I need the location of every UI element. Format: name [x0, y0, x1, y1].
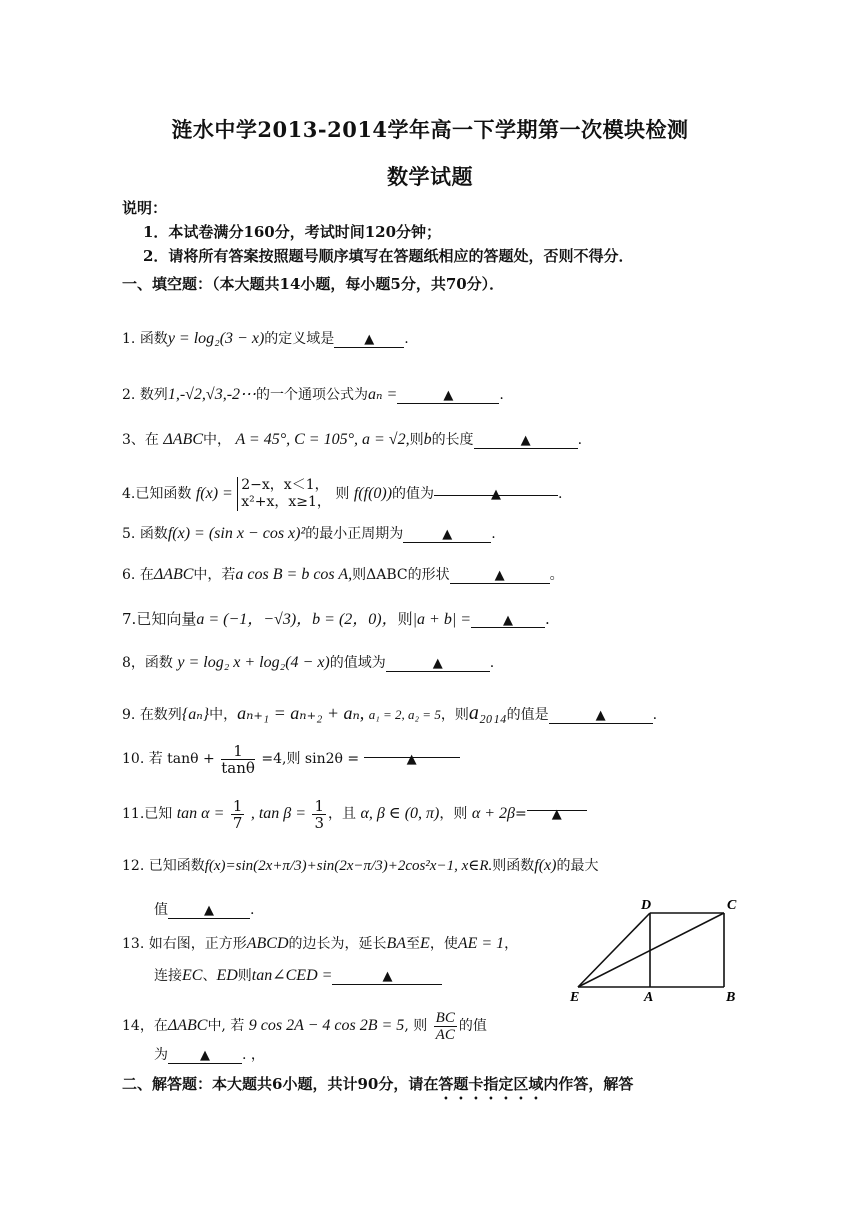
math-expression: a cos B = b cos A,	[235, 566, 353, 583]
question-number: 13.	[122, 936, 145, 952]
triangle-mark: ▲	[204, 903, 214, 918]
question-text: 则	[335, 486, 350, 502]
math-expression: 9 cos 2A − 4 cos 2B = 5	[248, 1017, 405, 1034]
question-text: ，则	[440, 707, 469, 723]
question-text: 至	[406, 936, 421, 952]
question-number: 9.	[122, 707, 136, 723]
math-expression: tanθ +	[167, 751, 215, 767]
question-text: 的定义域是	[264, 331, 335, 347]
question-text: 中，若	[193, 567, 236, 583]
question-text: 的最大	[556, 858, 599, 874]
question-text: 的值	[458, 1018, 487, 1034]
section2-heading	[122, 1074, 633, 1103]
punctuation: .	[489, 655, 495, 671]
question-text: ，且	[328, 806, 357, 822]
question-text: 的值是	[506, 707, 549, 723]
answer-blank	[527, 792, 587, 822]
math-expression: =4,	[261, 751, 287, 767]
answer-blank	[332, 966, 442, 985]
triangle-mark: ▲	[200, 1048, 210, 1063]
question-number: 5.	[122, 526, 136, 542]
instructions-label: 说明：	[122, 199, 168, 217]
instruction-item: 1．本试卷满分160分，考试时间120分钟；	[143, 223, 442, 241]
triangle-mark: ▲	[364, 332, 375, 347]
question-text: 的一个通项公式为	[256, 387, 369, 403]
question-number: 1.	[122, 331, 136, 347]
question-text: 在	[153, 1018, 168, 1034]
question-12-cont	[154, 900, 254, 920]
math-expression: f(x)	[534, 857, 557, 874]
question-7	[122, 609, 550, 630]
fraction-denominator: tanθ	[221, 758, 255, 777]
question-5	[122, 524, 496, 544]
question-text: 已知函数	[148, 858, 205, 874]
question-text: 则	[397, 610, 413, 628]
question-9	[122, 703, 657, 725]
question-text: 则ΔABC的形状	[352, 567, 450, 583]
punctuation: . ，	[242, 1047, 265, 1063]
segment-ec	[578, 913, 724, 987]
question-number: 8，	[122, 655, 145, 671]
question-text: 则函数	[492, 858, 535, 874]
punctuation: .	[558, 486, 563, 502]
question-text: 在	[139, 567, 154, 583]
triangle-mark: ▲	[503, 613, 514, 628]
section2-heading-text: 二、解答题：本大题共6小题，共计90分，请在	[122, 1075, 439, 1093]
question-text: 若	[148, 751, 163, 767]
question-10	[122, 739, 460, 779]
answer-blank	[434, 477, 558, 502]
question-11	[122, 792, 587, 836]
question-text: 值	[154, 902, 168, 918]
math-expression: α + 2β	[471, 805, 515, 822]
math-expression: f(f(0))	[353, 485, 393, 502]
question-text: 已知向量	[136, 610, 197, 628]
math-expression: aₙ₊₁ = aₙ₊₂ + aₙ,	[237, 703, 365, 723]
page-title: 涟水中学2013-2014学年高一下学期第一次模块检测	[171, 117, 689, 142]
answer-blank	[364, 739, 460, 767]
question-text: 则	[286, 751, 301, 767]
question-number: 12.	[122, 858, 145, 874]
question-3	[122, 430, 582, 450]
section1-heading: 一、填空题：（本大题共14小题，每小题5分，共70分）．	[122, 275, 505, 293]
fraction	[434, 1010, 457, 1043]
fraction	[231, 798, 245, 831]
vertex-label-a: A	[644, 990, 654, 1005]
fraction-numerator: BC	[435, 1009, 455, 1026]
question-text: 的最小正周期为	[305, 526, 404, 542]
fraction-denominator: 7	[232, 813, 243, 832]
question-number: 4.	[122, 486, 136, 502]
section2-heading-text: 内作答，解答	[543, 1075, 634, 1093]
math-expression: , tan β =	[250, 805, 307, 822]
math-expression: BA	[386, 935, 407, 952]
math-expression: 1,-√2,√3,-2⋯	[167, 386, 257, 403]
fraction-numerator: 1	[314, 796, 325, 815]
math-expression: f(x) =	[195, 485, 233, 502]
equals-sign: =	[515, 806, 527, 822]
question-text: 在	[144, 432, 159, 448]
question-text: 的值为	[392, 486, 435, 502]
punctuation: .	[250, 902, 255, 918]
answer-blank	[168, 1045, 242, 1064]
question-8	[122, 653, 494, 673]
question-text: 连接	[154, 968, 182, 984]
math-expression: y = log₂ x + log₂(4 − x)	[177, 654, 330, 671]
math-expression: α, β ∈ (0, π)	[360, 805, 440, 822]
question-text: 如右图，正方形	[148, 936, 247, 952]
question-text: 中，	[202, 432, 231, 448]
math-expression: ABCD	[246, 935, 289, 952]
math-expression: a₂₀₁₄	[468, 702, 507, 724]
question-text: 函数	[139, 331, 168, 347]
punctuation: .	[499, 387, 504, 403]
question-text: ，则	[439, 806, 468, 822]
answer-blank	[403, 524, 491, 543]
question-13	[122, 934, 518, 954]
question-text: 函数	[144, 655, 173, 671]
math-expression: y = log₂(3 − x)	[167, 330, 265, 347]
triangle-mark: ▲	[432, 656, 443, 671]
punctuation: ，	[504, 936, 519, 952]
math-expression: {aₙ}	[181, 706, 210, 723]
math-expression: A = 45°, C = 105°, a = √2,	[235, 431, 410, 448]
piecewise-cases	[237, 477, 331, 511]
punctuation: 。	[549, 567, 564, 583]
fraction-denominator: 3	[314, 813, 325, 832]
question-text: 中, 若	[207, 1018, 245, 1034]
question-13-cont	[154, 966, 442, 986]
math-expression: sin2θ =	[304, 751, 360, 767]
math-expression: b	[423, 431, 432, 448]
answer-blank	[397, 385, 499, 404]
question-number: 11.	[122, 806, 145, 822]
math-expression: EC	[182, 967, 203, 984]
punctuation: .	[652, 707, 658, 723]
question-text: 已知函数	[135, 486, 192, 502]
question-6	[122, 565, 564, 585]
question-text: 的边长为，延长	[288, 936, 387, 952]
square-figure	[560, 893, 750, 1005]
question-number: 7.	[122, 610, 137, 628]
triangle-mark: ▲	[442, 527, 453, 542]
math-expression: aₙ =	[368, 386, 398, 403]
punctuation: .	[545, 610, 550, 628]
section2-heading-emphasis: 答题卡指定区域	[438, 1075, 544, 1093]
math-expression: tan α =	[176, 805, 225, 822]
triangle-mark: ▲	[443, 388, 454, 403]
triangle-mark: ▲	[520, 433, 531, 448]
question-text: 中，	[209, 707, 238, 723]
fraction	[221, 743, 255, 776]
math-expression: tan∠CED =	[251, 967, 333, 984]
math-expression: ΔABC	[163, 431, 203, 448]
question-text: , 则	[404, 1018, 428, 1034]
answer-blank	[450, 565, 550, 584]
math-expression: ΔABC	[167, 1017, 208, 1034]
question-text: ，使	[429, 936, 458, 952]
segment-ed	[578, 913, 650, 987]
question-number: 14，	[122, 1018, 154, 1034]
punctuation: .	[404, 331, 409, 347]
math-expression: ED	[216, 967, 238, 984]
question-number: 6.	[122, 567, 136, 583]
math-expression: ΔABC	[153, 566, 194, 583]
question-text: 数列	[139, 387, 168, 403]
math-expression: AE = 1	[457, 935, 505, 952]
question-text: 已知	[144, 806, 173, 822]
vertex-label-d: D	[641, 898, 652, 913]
question-12	[122, 856, 598, 876]
triangle-mark: ▲	[494, 568, 505, 583]
question-text: 在数列	[139, 707, 182, 723]
triangle-mark: ▲	[406, 752, 417, 767]
question-4	[122, 477, 563, 511]
question-2	[122, 385, 504, 405]
answer-blank	[334, 329, 404, 348]
answer-blank	[471, 609, 545, 628]
vertex-label-b: B	[726, 990, 736, 1005]
vertex-label-c: C	[727, 898, 737, 913]
question-text: 则	[409, 432, 424, 448]
question-text: 的值域为	[329, 655, 386, 671]
triangle-mark: ▲	[595, 708, 606, 723]
punctuation: .	[577, 432, 583, 448]
triangle-mark: ▲	[491, 487, 502, 502]
question-text: 、	[202, 968, 217, 984]
question-number: 2.	[122, 387, 136, 403]
fraction-numerator: 1	[221, 743, 255, 760]
punctuation: .	[491, 526, 496, 542]
answer-blank	[168, 900, 250, 919]
math-expression: |a + b| =	[412, 611, 472, 628]
case-1: 2−x，x＜1，	[241, 477, 329, 493]
answer-blank	[386, 653, 490, 672]
answer-blank	[549, 705, 653, 724]
math-expression: a₁ = 2, a₂ = 5	[368, 707, 441, 722]
math-expression: E	[420, 935, 430, 952]
question-number: 10.	[122, 751, 145, 767]
math-expression: a = (−1，−√3)，b = (2，0)，	[196, 611, 398, 628]
question-text: 则	[237, 968, 252, 984]
fraction-numerator: 1	[232, 796, 243, 815]
answer-blank	[474, 430, 578, 449]
vertex-label-e: E	[570, 990, 580, 1005]
question-14	[122, 1006, 487, 1046]
case-2: x²+x，x≥1，	[241, 494, 331, 510]
question-text: 为	[154, 1047, 168, 1063]
fraction-denominator: AC	[435, 1026, 455, 1043]
page-subtitle: 数学试题	[387, 164, 473, 189]
triangle-mark: ▲	[551, 807, 562, 822]
math-expression: f(x) = (sin x − cos x)²	[167, 525, 306, 542]
question-text: 的长度	[431, 432, 474, 448]
question-number: 3、	[122, 432, 145, 448]
question-14-cont	[154, 1045, 265, 1065]
triangle-mark: ▲	[382, 969, 393, 984]
fraction	[312, 798, 326, 831]
math-expression: f(x)=sin(2x+π/3)+sin(2x−π/3)+2cos²x−1, x∈R.	[204, 858, 493, 874]
question-1	[122, 329, 409, 349]
instruction-item: 2．请将所有答案按照题号顺序填写在答题纸相应的答题处，否则不得分．	[143, 247, 634, 265]
question-text: 函数	[139, 526, 168, 542]
